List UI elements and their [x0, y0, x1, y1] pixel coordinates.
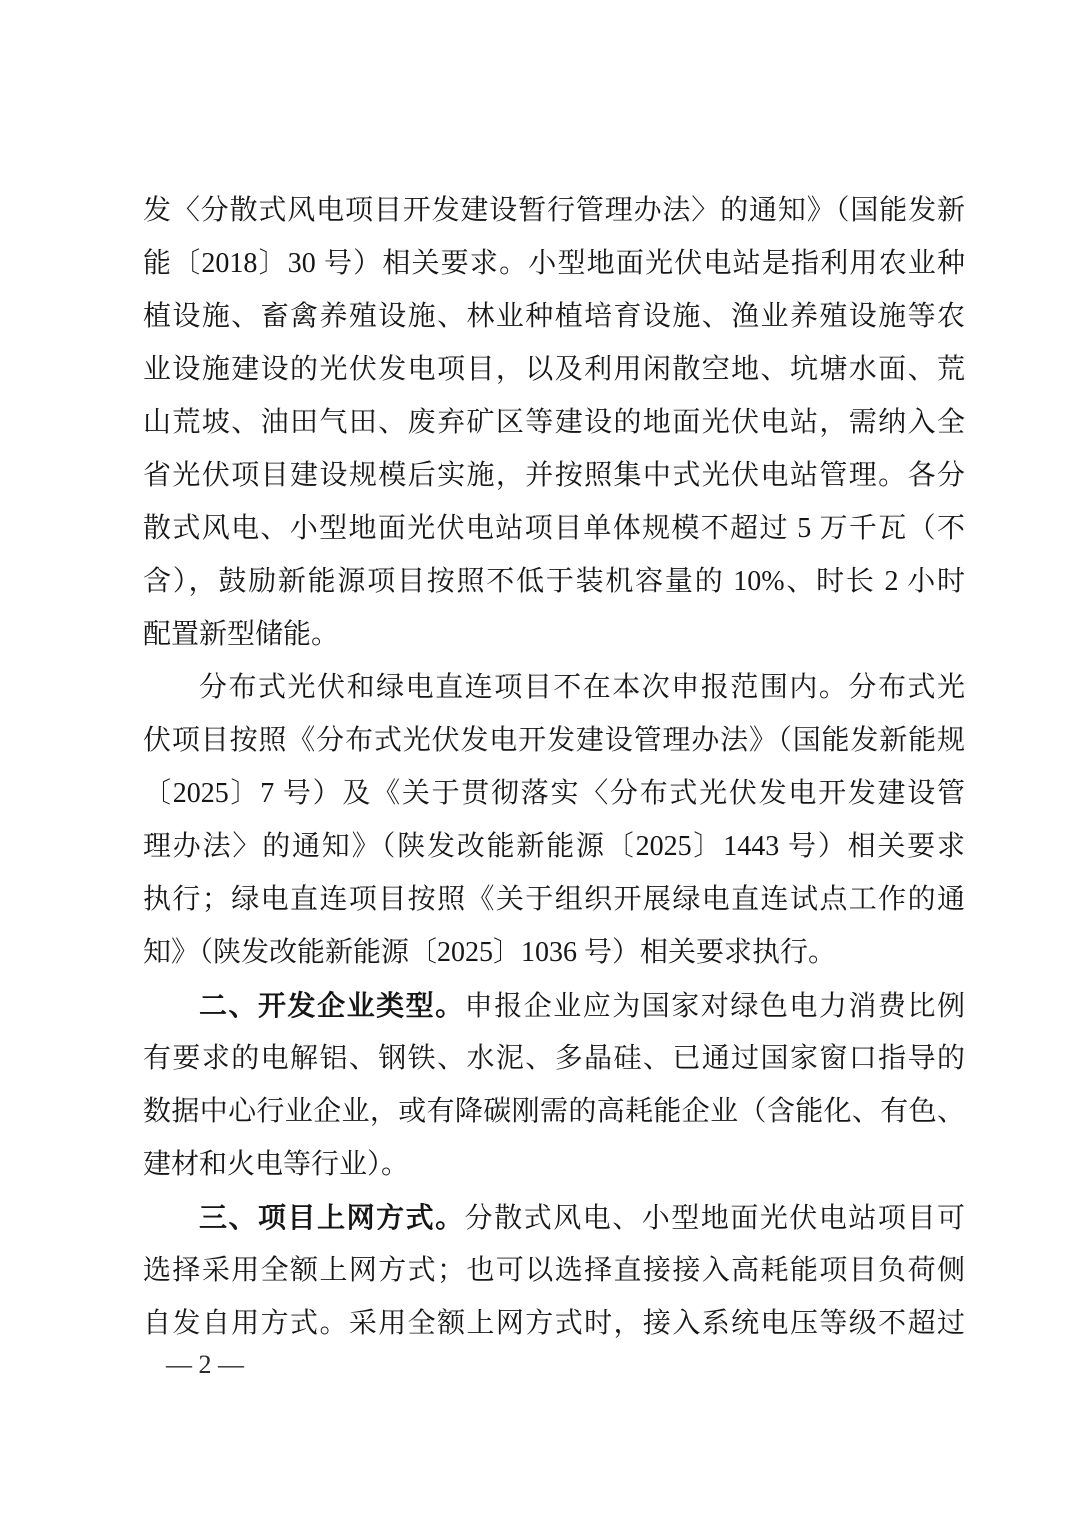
text-line	[143, 767, 965, 820]
line-text: 理办法〉的通知》（陕发改能新能源〔2025〕1443 号）相关要求	[143, 831, 965, 862]
line-text: 配置新型储能。	[143, 619, 340, 650]
line-text: 业设施建设的光伏发电项目，以及利用闲散空地、坑塘水面、荒	[143, 354, 965, 385]
line-text: 分散式风电、小型地面光伏电站项目可	[464, 1203, 965, 1234]
line-text: 分布式光伏和绿电直连项目不在本次申报范围内。分布式光	[199, 672, 965, 703]
text-line	[143, 1085, 965, 1138]
text-line	[143, 820, 965, 873]
text-line	[143, 396, 965, 449]
line-text: 选择采用全额上网方式；也可以选择直接接入高耗能项目负荷侧	[143, 1255, 965, 1286]
line-text: 申报企业应为国家对绿色电力消费比例	[464, 991, 965, 1022]
document-body	[143, 184, 965, 1350]
text-line	[143, 290, 965, 343]
text-line	[143, 873, 965, 926]
line-text: 山荒坡、油田气田、废弃矿区等建设的地面光伏电站，需纳入全	[143, 407, 965, 438]
text-line	[143, 608, 965, 661]
section-heading: 三、项目上网方式。	[199, 1202, 465, 1233]
line-text: 执行；绿电直连项目按照《关于组织开展绿电直连试点工作的通	[143, 884, 965, 915]
text-line	[143, 1244, 965, 1297]
line-text: 发〈分散式风电项目开发建设暂行管理办法〉的通知》（国能发新	[143, 195, 965, 226]
text-line	[143, 343, 965, 396]
text-line	[143, 714, 965, 767]
page-number: — 2 —	[166, 1350, 244, 1379]
text-line	[143, 555, 965, 608]
text-line	[143, 1138, 965, 1191]
text-line	[143, 661, 965, 714]
line-text: 散式风电、小型地面光伏电站项目单体规模不超过 5 万千瓦（不	[143, 513, 965, 544]
line-text: 有要求的电解铝、钢铁、水泥、多晶硅、已通过国家窗口指导的	[143, 1043, 965, 1074]
section-heading: 二、开发企业类型。	[199, 990, 465, 1021]
text-line	[143, 979, 965, 1032]
text-line	[143, 502, 965, 555]
line-text: 含），鼓励新能源项目按照不低于装机容量的 10%、时长 2 小时	[143, 566, 965, 597]
text-line	[143, 926, 965, 979]
text-line	[143, 1297, 965, 1350]
line-text: 数据中心行业企业，或有降碳刚需的高耗能企业（含能化、有色、	[143, 1096, 965, 1127]
line-text: 〔2025〕7 号）及《关于贯彻落实〈分布式光伏发电开发建设管	[143, 778, 965, 809]
line-text: 植设施、畜禽养殖设施、林业种植培育设施、渔业养殖设施等农	[143, 301, 965, 332]
text-line	[143, 1191, 965, 1244]
line-text: 建材和火电等行业）。	[143, 1149, 410, 1180]
text-line	[143, 184, 965, 237]
text-line	[143, 449, 965, 502]
line-text: 知》（陕发改能新能源〔2025〕1036 号）相关要求执行。	[143, 937, 837, 968]
line-text: 伏项目按照《分布式光伏发电开发建设管理办法》（国能发新能规	[143, 725, 965, 756]
line-text: 能〔2018〕30 号）相关要求。小型地面光伏电站是指利用农业种	[143, 248, 965, 279]
text-line	[143, 1032, 965, 1085]
line-text: 自发自用方式。采用全额上网方式时，接入系统电压等级不超过	[143, 1308, 965, 1339]
text-line	[143, 237, 965, 290]
line-text: 省光伏项目建设规模后实施，并按照集中式光伏电站管理。各分	[143, 460, 965, 491]
